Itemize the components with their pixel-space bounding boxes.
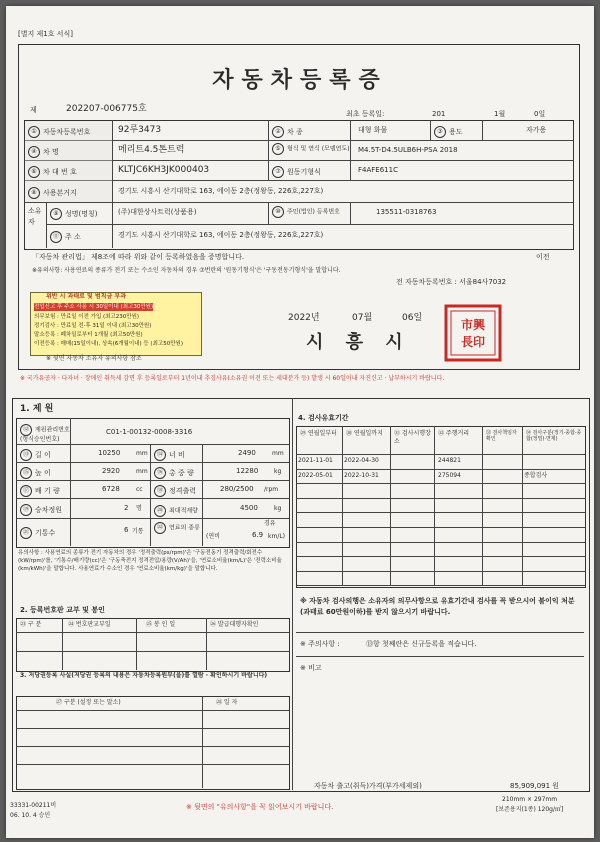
model-label: ⑤ 형식 및 연식 (모델연도) [272,143,350,155]
insp-col-mileage: ㉜ 주행거리 [438,430,470,437]
lien-col-date: ㉘ 일 자 [216,699,238,706]
red-notice: ※ 국가유공자 · 다자녀 · 장애인 취득세 감면 후 등록일로부터 1년이내 추징사유(소유권 이전 또는 세대분가 등) 발생 시 60일이내 자진신고 · 납부하시기 바랍니다. [20,375,445,382]
spec-title: 1. 제 원 [20,404,54,414]
penalty-item: 말소등록 : 폐차일로부터 1개월 (최고50만원) [34,332,143,338]
fuel-efficiency: 6.9 [252,531,264,539]
row-2-label: ④ 차 명 [28,146,59,158]
issuer-name: 시 흥 시 [306,332,411,353]
fuel-efficiency-unit: km/L) [268,533,286,540]
penalty-item: 전입신고 후 주소 사용 시 30일이내 (최고30만원) [34,304,154,310]
penalty-item: 이전등록 : 매매(15일이내), 상속(6개월이내) 등 (최고50만원) [34,341,183,347]
insp-col-kind: ㉞ 검사구분(정기·종합·종합(정밀)·면제) [526,430,582,442]
vin: KLTJC6KH3JK000403 [118,165,210,175]
payload-label: ⑳ 최대적재량 [154,505,198,517]
previous-registration: 전 자동차등록번호 : 서울84사7032 [396,278,507,286]
insp-col-place: ㉛ 검사시행장소 [394,430,431,445]
first-reg-year: 201 [432,110,446,118]
model-value: M4.5T-D4.5ULB6H-PSA 2018 [358,146,458,154]
doc-no-label: 제 [30,106,37,114]
fuel-notice: ※유의사항: 사용연료의 종류가 전기 또는 수소인 자동차의 경우 ⑦번란의 '원동기형식'은 '구동전동기형식'을 말합니다. [32,267,341,274]
displacement-unit: cc [136,486,143,493]
owner-name: (주)대한상사트럭(상품용) [118,208,197,216]
inspection-row-line [296,498,585,499]
svg-text:長印: 長印 [460,335,486,349]
row-1-label: ① 자동차등록번호 [28,126,90,138]
issue-year: 2022년 [288,313,320,323]
plate-section-title: 2. 등록번호판 교부 및 봉인 [20,606,105,614]
first-reg-label: 최초 등록일: [346,110,385,118]
row-4-label: ⑧ 사용본거지 [28,187,77,199]
registration-certificate [6,6,594,838]
payload-unit: kg [274,505,282,512]
lien-section-title: 3. 저당권등록 사실(저당권 등록의 내용은 자동차등록원부(을)를 열람 · 확인하시기 바랍니다) [20,672,268,679]
spec-id-label: ⑫ 제원관리번호 (형식승인번호) [20,426,70,443]
row-6-label: ⑪ 주 소 [50,231,81,243]
height-unit: mm [136,468,148,475]
penalty-item: 의무보험 : 만료일 이전 가입 (최고230만원) [34,314,140,320]
form-code: 33331-00211비 [10,802,57,809]
width-unit: mm [272,450,284,457]
cylinders-label: ㉑ 기통수 [20,527,55,539]
usage-value: 자가용 [526,126,547,134]
first-reg-month: 1월 [494,110,506,118]
cylinders-unit: 기통 [132,528,144,535]
seats-value: 2 [124,504,129,512]
inspection-row-line [296,483,585,484]
inspection-cell-kind: 종합검사 [524,471,548,479]
remarks-label: ※ 비고 [300,664,322,672]
plate-col-issue-date: ㉔ 번호판교부일 [68,621,111,628]
paper-weight: [보존용지(1종) 120g/㎡] [496,806,564,813]
plate-col-type: ㉓ 구 분 [20,621,42,628]
inspection-cell-from: 2022-05-01 [298,471,333,479]
vehicle-type: 대형 화물 [358,126,388,134]
fuel-type: 경유 [264,520,276,527]
price-value: 85,909,091 원 [510,782,560,790]
width-value: 2490 [238,449,256,457]
insp-col-to: ㉚ 연월일까지 [346,430,383,437]
inspection-row-line [296,512,585,513]
inspection-cell-km: 275094 [438,471,461,479]
plate-col-seal-date: ㉕ 봉 인 일 [146,621,176,628]
fuel-type-label: ㉒ 연료의 종류 [154,522,200,534]
power-label: ⑱ 정격출력 [154,485,196,497]
document-title: 자동차등록증 [212,68,388,93]
bottom-notice: ※ 뒷면의 "유의사항"을 꼭 읽어보시기 바랍니다. [186,803,334,811]
engine-label: ⑦ 원동기형식 [272,166,321,178]
issue-day: 06일 [402,313,423,323]
inspection-row-line [296,527,585,528]
registration-number: 92루3473 [118,125,162,135]
inspection-row-line [296,542,585,543]
inspection-cell-to: 2022-10-31 [344,471,379,479]
inspection-row-line [296,571,585,572]
penalty-title: 위반 시 과태료 및 범칙금 부과 [46,293,126,300]
doc-number: 202207-006775호 [66,104,147,114]
inspection-table [296,426,586,588]
owner-address: 경기도 시흥시 산기대학로 163, 에이동 2층(정왕동, 226호,227호) [118,231,324,239]
fuel-efficiency-label: (연비 [206,533,220,540]
svg-text:市興: 市興 [460,318,486,332]
lien-col-type: ㉗ 구분 (설정 또는 말소) [56,699,121,706]
first-reg-day: 0일 [534,110,546,118]
height-label: ⑮ 높 이 [20,467,51,479]
length-unit: mm [136,450,148,457]
row-3-label: ⑥ 차 대 번 호 [28,166,77,178]
penalty-list [34,303,196,353]
official-seal [442,302,504,364]
corp-no-label: ⑩ 주민(법인) 등록번호 [272,206,350,218]
displacement-label: ⑰ 배 기 량 [20,485,60,497]
price-label: 자동차 출고(취득)가격(부가세제외) [314,782,422,790]
issue-month: 07월 [352,313,373,323]
law-text: 「자동차 관리법」 제8조에 따라 위와 같이 등록하였음을 증명합니다. [32,253,245,261]
insp-col-from: ㉙ 연월일부터 [300,430,337,437]
row-5-label: ⑨ 성명(명칭) [50,208,98,220]
power-value: 280/2500 [220,485,254,493]
weight-value: 12280 [236,467,259,475]
displacement-value: 6728 [102,485,120,493]
insp-col-inspector: ㉝ 검사책임자확인 [486,430,517,442]
vehicle-name: 메리트4.5톤트럭 [118,145,185,155]
payload-value: 4500 [240,504,258,512]
seats-label: ⑲ 승차정원 [20,504,62,516]
power-unit: /rpm [264,486,279,493]
caution-label: ※ 주의사항 : [300,640,340,648]
inspection-row-line [296,556,585,557]
width-label: ⑭ 너 비 [154,449,185,461]
inspection-notice: ※ 자동차 검사의행은 소유자의 의무사항으로 유효기간내 검사를 꼭 받으시어 불이익 처분(과태료 60만원이하)를 받지 않으시기 바랍니다. [300,597,575,616]
owner-label: 소유자 [28,207,42,226]
base-address: 경기도 시흥시 산기대학로 163, 에이동 2층(정왕동, 226호,227호) [118,187,324,195]
length-label: ⑬ 길 이 [20,449,51,461]
inspection-cell-km: 244821 [438,457,461,464]
length-value: 10250 [98,449,121,457]
inspection-title: 4. 검사유효기간 [298,414,349,422]
caution-text: ⑬항 첫째란은 신규등록을 적습니다. [366,640,477,648]
penalty-item: 정기검사 : 만료일 전·후 31일 이내 (최고30만원) [34,323,152,329]
form-label: [별지 제1호 서식] [18,30,73,38]
engine-value: F4AFE611C [358,166,398,174]
weight-label: ⑯ 총 중 량 [154,467,194,479]
inspection-cell-from: 2021-11-01 [298,457,333,464]
seats-unit: 명 [136,505,142,512]
corp-no: 135511-0318763 [376,208,437,216]
penalty-footnote: ※ 뒷면 자동차 소유자 유의사항 참조 [46,355,142,362]
spec-note: 유의사항 : 사용연료의 종류가 전기 자동차의 경우 '정격출력(ps/rpm)'은 '구동전동기 정격출력/회전수(kW/rpm)'를, '기통수/배기량(cc)'은 '구동축전지 정격전압/용량(V/Ah)'을, '연료소비율(km/L)'은 '전력소비율(km/kWh)'을 말합니다. 사용연료가 수소인 경우 '연료소비율(km/kg)'을 말합니다. [18,550,282,572]
paper-size: 210mm × 297mm [502,796,558,803]
inspection-cell-to: 2022-04-30 [344,457,379,464]
weight-unit: kg [274,468,282,475]
spec-id: C01-1-00132-0008-3316 [106,428,193,436]
transfer-label: 이전 [536,253,550,261]
plate-col-agent: ㉖ 발급대행자확인 [210,621,259,628]
inspection-row-line [296,585,585,586]
vehicle-type-label: ② 차 종 [272,126,303,138]
inspection-row-line [296,469,585,470]
form-approval-date: 06. 10. 4 승인 [10,812,51,819]
cylinders-value: 6 [124,526,129,534]
usage-label: ③ 용도 [434,126,463,138]
height-value: 2920 [102,467,120,475]
